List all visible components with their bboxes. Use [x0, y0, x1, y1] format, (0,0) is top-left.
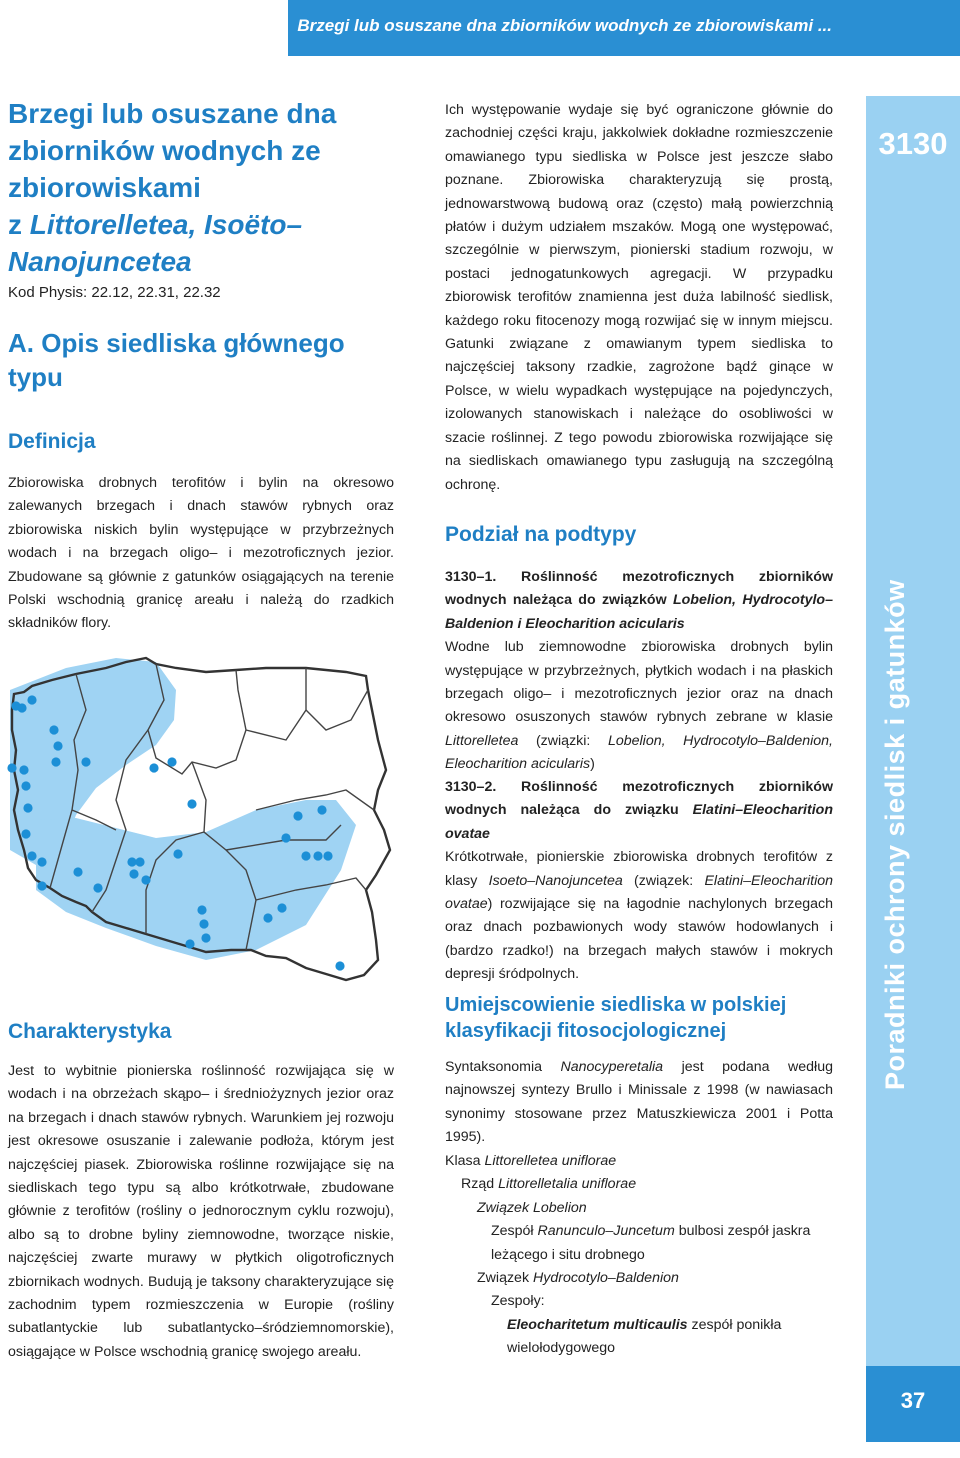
- occurrence-point: [51, 757, 60, 766]
- subtype-text: (związki:: [518, 732, 608, 749]
- occurrence-point: [187, 799, 196, 808]
- zespol-row: [507, 1314, 837, 1337]
- subtype-text-italic: Littorelletea: [445, 732, 519, 749]
- subtype-text-italic: Lobelion, Hydrocotylo–Baldenion, Eleocharition acicularis: [445, 732, 833, 773]
- subtype-text-italic: Isoeto–Nanojuncetea: [488, 872, 623, 889]
- syntaxonomy-list: [445, 1150, 845, 1361]
- subtype-text: ): [590, 756, 595, 773]
- occurrence-point: [127, 857, 136, 866]
- zespol-rest: bulbosi zespół jaskra: [674, 1223, 811, 1240]
- occurrence-point: [277, 903, 286, 912]
- section-a-heading: [8, 326, 345, 394]
- occurrence-point: [185, 939, 194, 948]
- charakterystyka-heading: Charakterystyka: [8, 1020, 172, 1043]
- zespol-label: Zespół: [491, 1223, 538, 1240]
- occurrence-point: [317, 805, 326, 814]
- zespol-name: Ranunculo–Juncetum: [537, 1223, 675, 1240]
- occurrence-point: [313, 851, 322, 860]
- occurrence-point: [141, 875, 150, 884]
- klasa-row: [445, 1150, 845, 1173]
- occurrence-point: [73, 867, 82, 876]
- occurrence-point: [263, 913, 272, 922]
- occurrence-point: [81, 757, 90, 766]
- zespol-rest: zespół ponikła: [687, 1316, 782, 1333]
- subtype-title: Roślinność mezotroficznych zbiorników wodnych należąca do związków: [445, 569, 833, 609]
- occurrence-point: [37, 881, 46, 890]
- occurrence-point: [23, 803, 32, 812]
- subtype-1: [445, 566, 833, 777]
- zwiazek-row: [477, 1197, 877, 1220]
- occurrence-point: [27, 851, 36, 860]
- occurrence-point: [201, 933, 210, 942]
- subtype-text: (związek:: [622, 872, 705, 889]
- subtype-2: [445, 776, 833, 987]
- subtype-text: Krótkotrwałe, pionierskie zbiorowiska drobnych terofitów z klasy: [445, 849, 833, 889]
- occurrence-point: [301, 851, 310, 860]
- klasa-name: Littorelletea uniflorae: [484, 1153, 617, 1169]
- subtype-title: Roślinność mezotroficznych zbiorników wodnych należąca do związku: [445, 779, 833, 819]
- zespoly-label: Zespoły:: [491, 1293, 545, 1310]
- intro-text: Ich występowanie wydaje się być ograniczone głównie do zachodniej części kraju, jakkolwiek dokładne rozmieszczenie omawianego typu siedliska w Polsce jest jeszcze słabo poznane. Zbiorowiska charakteryzują się prostą, jednowarstwową budową oraz (często) małą powierzchnią płatów i dużym udziałem mszaków. Mogą one występować, szczególnie w pierwszym, pionierski stadium rozwoju, w postaci jednogatunkowych agregacji. W przypadku zbiorowisk terofitów znamienna jest duża labilność siedlisk, każdego roku fitocenozy mogą rozwijać się w innym miejscu. Gatunki związane z omawianym typem siedliska to najczęściej taksony rzadkie, zagrożone bądź ginące w Polsce, w wielu wypadkach występujące na pojedynczych, izolowanych stanowiskach i należące do osobliwości w szacie roślinnej. Z tego powodu zbiorowiska rozwijające się na siedliskach omawianego typu zasługują na szczególną ochronę.: [445, 102, 833, 493]
- occurrence-point: [7, 763, 16, 772]
- charakterystyka-text: Jest to wybitnie pionierska roślinność rozwijająca się w wodach i na obrzeżach skąpo– i średniożyznych jezior oraz na brzegach i dnach stawów rybnych. Warunkiem jej rozwoju jest okresowe osuszanie i zalewanie podłoża, którym jest najczęściej piasek. Zbiorowiska roślinne rozwijające się na siedliskach tego typu są albo krótkotrwałe, zbudowane głównie z terofitów (rośliny o jednorocznym cyklu rozwoju), albo są to drobne byliny ziemnowodne, tworzące niskie, najczęściej zwarte murawy w płytkich oligotroficznych zbiornikach wodnych. Budują je taksony charakteryzujące się zachodnim typem rozmieszczenia w Europie (rośliny subatlantyckie lub subatlantycko–śródziemnomorskie), osiągające w Polsce wschodnią granicę swojego areału.: [8, 1063, 394, 1360]
- header-title: Brzegi lub osuszane dna zbiorników wodnych ze zbiorowiskami ...: [297, 16, 832, 35]
- zwiazek-label: Związek: [477, 1270, 533, 1287]
- occurrence-point: [323, 851, 332, 860]
- definicja-heading: Definicja: [8, 430, 96, 453]
- subtype-title-italic: Elatini–Eleocharition ovatae: [445, 802, 833, 842]
- zwiazek-row: [477, 1267, 877, 1290]
- zwiazek-name: Hydrocotylo–Baldenion: [532, 1270, 679, 1287]
- title-line: zbiorowiskami: [8, 172, 201, 203]
- umiejscowienie-line: Umiejscowienie siedliska w polskiej: [445, 994, 787, 1016]
- umiejscowienie-heading: [445, 992, 786, 1044]
- occurrence-point: [21, 781, 30, 790]
- subtype-code: 3130–1.: [445, 569, 497, 585]
- zespol-name: Eleocharitetum multicaulis: [507, 1316, 688, 1333]
- zespol-row-cont: leżącego i situ drobnego: [491, 1246, 645, 1263]
- section-a-line: A. Opis siedliska głównego: [8, 328, 345, 358]
- title-line: [8, 243, 408, 280]
- rzad-name: Littorelletalia uniflorae: [498, 1176, 637, 1193]
- occurrence-point: [21, 829, 30, 838]
- occurrence-point: [135, 857, 144, 866]
- text-fragment: Nanocyperetalia: [560, 1059, 664, 1075]
- subtype-title-italic: Lobelion, Hydrocotylo–Baldenion i Eleocharition acicularis: [445, 592, 833, 632]
- occurrence-point: [129, 869, 138, 878]
- title-fragment: Littorelletea, Isoëto–: [29, 209, 303, 240]
- habitat-code: 3130: [878, 126, 948, 161]
- subtype-text-italic: Elatini–Eleocharition ovatae: [445, 872, 834, 913]
- page-title: [8, 95, 408, 280]
- occurrence-point: [93, 883, 102, 892]
- occurrence-point: [335, 961, 344, 970]
- title-line: zbiorników wodnych ze: [8, 135, 321, 166]
- occurrence-point: [149, 763, 158, 772]
- rzad-label: Rząd: [461, 1176, 499, 1193]
- section-a-line: typu: [8, 362, 63, 392]
- subtype-code: 3130–2.: [445, 779, 497, 795]
- title-line: Brzegi lub osuszane dna: [8, 98, 337, 129]
- zespol-row: [491, 1220, 836, 1243]
- occurrence-point: [17, 703, 26, 712]
- zwiazek-name: Związek Lobelion: [477, 1199, 587, 1216]
- subtype-text: ) rozwijające się na łagodnie nachylonych brzegach oraz dnach pozbawionych wody stawów hodowlanych i (bardzo rzadko!) na brzegach małych stawów i mokrych depresji śródpolnych.: [445, 896, 833, 983]
- title-fragment: z: [8, 209, 30, 240]
- occurrence-point: [37, 857, 46, 866]
- occurrence-point: [53, 741, 62, 750]
- definicja-text: Zbiorowiska drobnych terofitów i bylin na okresowo zalewanych brzegach i dnach stawów rybnych oraz zbiorowiska niskich bylin występujące w przybrzeżnych wodach i na brzegach oligo– i mezotroficznych jezior. Zbudowane są głównie z gatunków osiągających na terenie Polski wschodnią granicę areału i należą do rzadkich składników flory.: [8, 475, 394, 632]
- text-fragment: jest podana według najnowszej syntezy Brullo i Minissale z 1998 (w nawiasach synonimy stosowane przez Matuszkiewicza 2001 i Potta 1995).: [445, 1059, 833, 1146]
- occurrence-point: [197, 905, 206, 914]
- title-line: [8, 206, 408, 243]
- occurrence-point: [19, 765, 28, 774]
- umiejscowienie-text: [445, 1056, 833, 1150]
- occurrence-point: [281, 833, 290, 842]
- text-fragment: Syntaksonomia: [445, 1059, 561, 1075]
- occurrence-point: [49, 725, 58, 734]
- page-number: 37: [900, 1388, 926, 1413]
- range-area-south: [36, 800, 356, 960]
- series-title: Poradniki ochrony siedlisk i gatunków: [880, 579, 910, 1090]
- rzad-row: [461, 1173, 861, 1196]
- subtype-text: Wodne lub ziemnowodne zbiorowiska drobnych bylin występujące w przybrzeżnych, płytkich wodach i na płaskich brzegach oligo– i mezotroficznych jezior oraz na dnach okresowo osuszonych stawów rybnych zebrane w klasie: [445, 639, 833, 726]
- occurrence-point: [173, 849, 182, 858]
- klasa-label: Klasa: [445, 1153, 485, 1169]
- title-fragment: Nanojuncetea: [8, 246, 192, 277]
- podzial-heading: Podział na podtypy: [445, 523, 637, 546]
- occurrence-point: [293, 811, 302, 820]
- occurrence-point: [199, 919, 208, 928]
- zespol-row-cont: wielołodygowego: [507, 1340, 616, 1357]
- occurrence-point: [27, 695, 36, 704]
- occurrence-point: [167, 757, 176, 766]
- umiejscowienie-line: klasyfikacji fitosocjologicznej: [445, 1020, 727, 1042]
- distribution-map: [6, 650, 396, 1020]
- physis-code: Kod Physis: 22.12, 22.31, 22.32: [8, 284, 221, 301]
